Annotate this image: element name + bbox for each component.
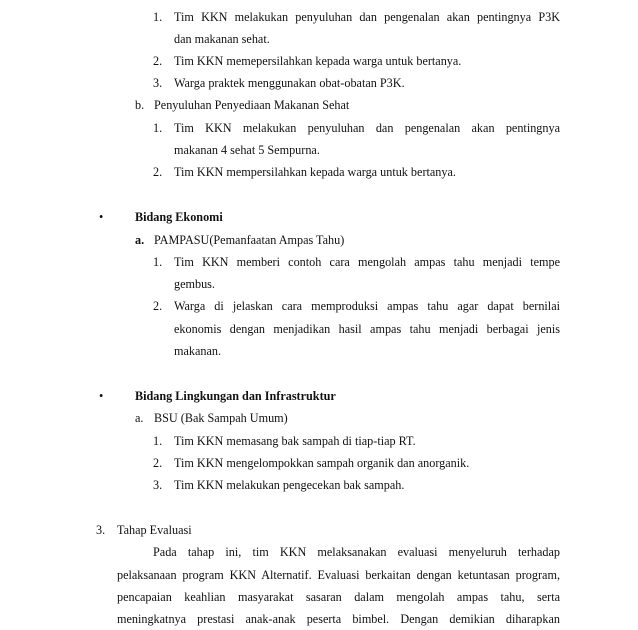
list-item-text: Tim KKN memasang bak sampah di tiap-tiap RT. (174, 434, 416, 448)
list-number: 1. (153, 121, 163, 135)
bullet-icon: • (99, 389, 104, 403)
list-item-text: makanan. (174, 344, 222, 358)
list-item-text: ekonomis dengan menjadikan hasil ampas tahu menjadi berbagai jenis (174, 322, 560, 336)
list-item-text: Warga praktek menggunakan obat-obatan P3K. (174, 76, 405, 90)
list-item-text: Tim KKN mengelompokkan sampah organik dan anorganik. (174, 456, 470, 470)
list-number: 3. (153, 76, 163, 90)
sub-heading: BSU (Bak Sampah Umum) (154, 411, 288, 425)
paragraph-line: pelaksanaan program KKN Alternatif. Evaluasi berkaitan dengan ketuntasan program, (117, 568, 560, 582)
list-number: 3. (153, 478, 163, 492)
section-heading: Bidang Ekonomi (135, 210, 223, 224)
list-number: 1. (153, 10, 163, 24)
section-heading: Tahap Evaluasi (117, 523, 192, 537)
paragraph-line: Pada tahap ini, tim KKN melaksanakan evaluasi menyeluruh terhadap (153, 545, 560, 559)
list-item-text: dan makanan sehat. (174, 32, 270, 46)
sub-heading: PAMPASU(Pemanfaatan Ampas Tahu) (154, 233, 345, 247)
list-item-text: Tim KKN mempersilahkan kepada warga untuk bertanya. (174, 165, 456, 179)
list-item-text: Tim KKN melakukan penyuluhan dan pengenalan akan pentingnya P3K (174, 10, 560, 24)
list-item-text: Tim KKN memberi contoh cara mengolah ampas tahu menjadi tempe (174, 255, 560, 269)
section-number: 3. (96, 523, 106, 537)
paragraph-line: pencapaian keahlian masyarakat sasaran dalam mengolah ampas tahu, serta (117, 590, 560, 604)
list-item-text: Tim KKN memepersilahkan kepada warga untuk bertanya. (174, 54, 462, 68)
list-item-text: Warga di jelaskan cara memproduksi ampas tahu agar dapat bernilai (174, 299, 560, 313)
list-number: 1. (153, 255, 163, 269)
sub-letter: a. (135, 411, 144, 425)
list-item-text: Tim KKN melakukan pengecekan bak sampah. (174, 478, 405, 492)
list-number: 2. (153, 456, 163, 470)
list-number: 2. (153, 54, 163, 68)
sub-heading: Penyuluhan Penyediaan Makanan Sehat (154, 98, 350, 112)
paragraph-line: meningkatnya prestasi anak-anak peserta bimbel. Dengan demikian diharapkan (117, 612, 560, 626)
list-item-text: gembus. (174, 277, 215, 291)
section-heading: Bidang Lingkungan dan Infrastruktur (135, 389, 336, 403)
sub-letter: b. (135, 98, 145, 112)
list-item-text: Tim KKN melakukan penyuluhan dan pengenalan akan pentingnya (174, 121, 560, 135)
bullet-icon: • (99, 210, 104, 224)
sub-letter: a. (135, 233, 145, 247)
list-item-text: makanan 4 sehat 5 Sempurna. (174, 143, 320, 157)
list-number: 2. (153, 165, 163, 179)
list-number: 1. (153, 434, 163, 448)
list-number: 2. (153, 299, 163, 313)
